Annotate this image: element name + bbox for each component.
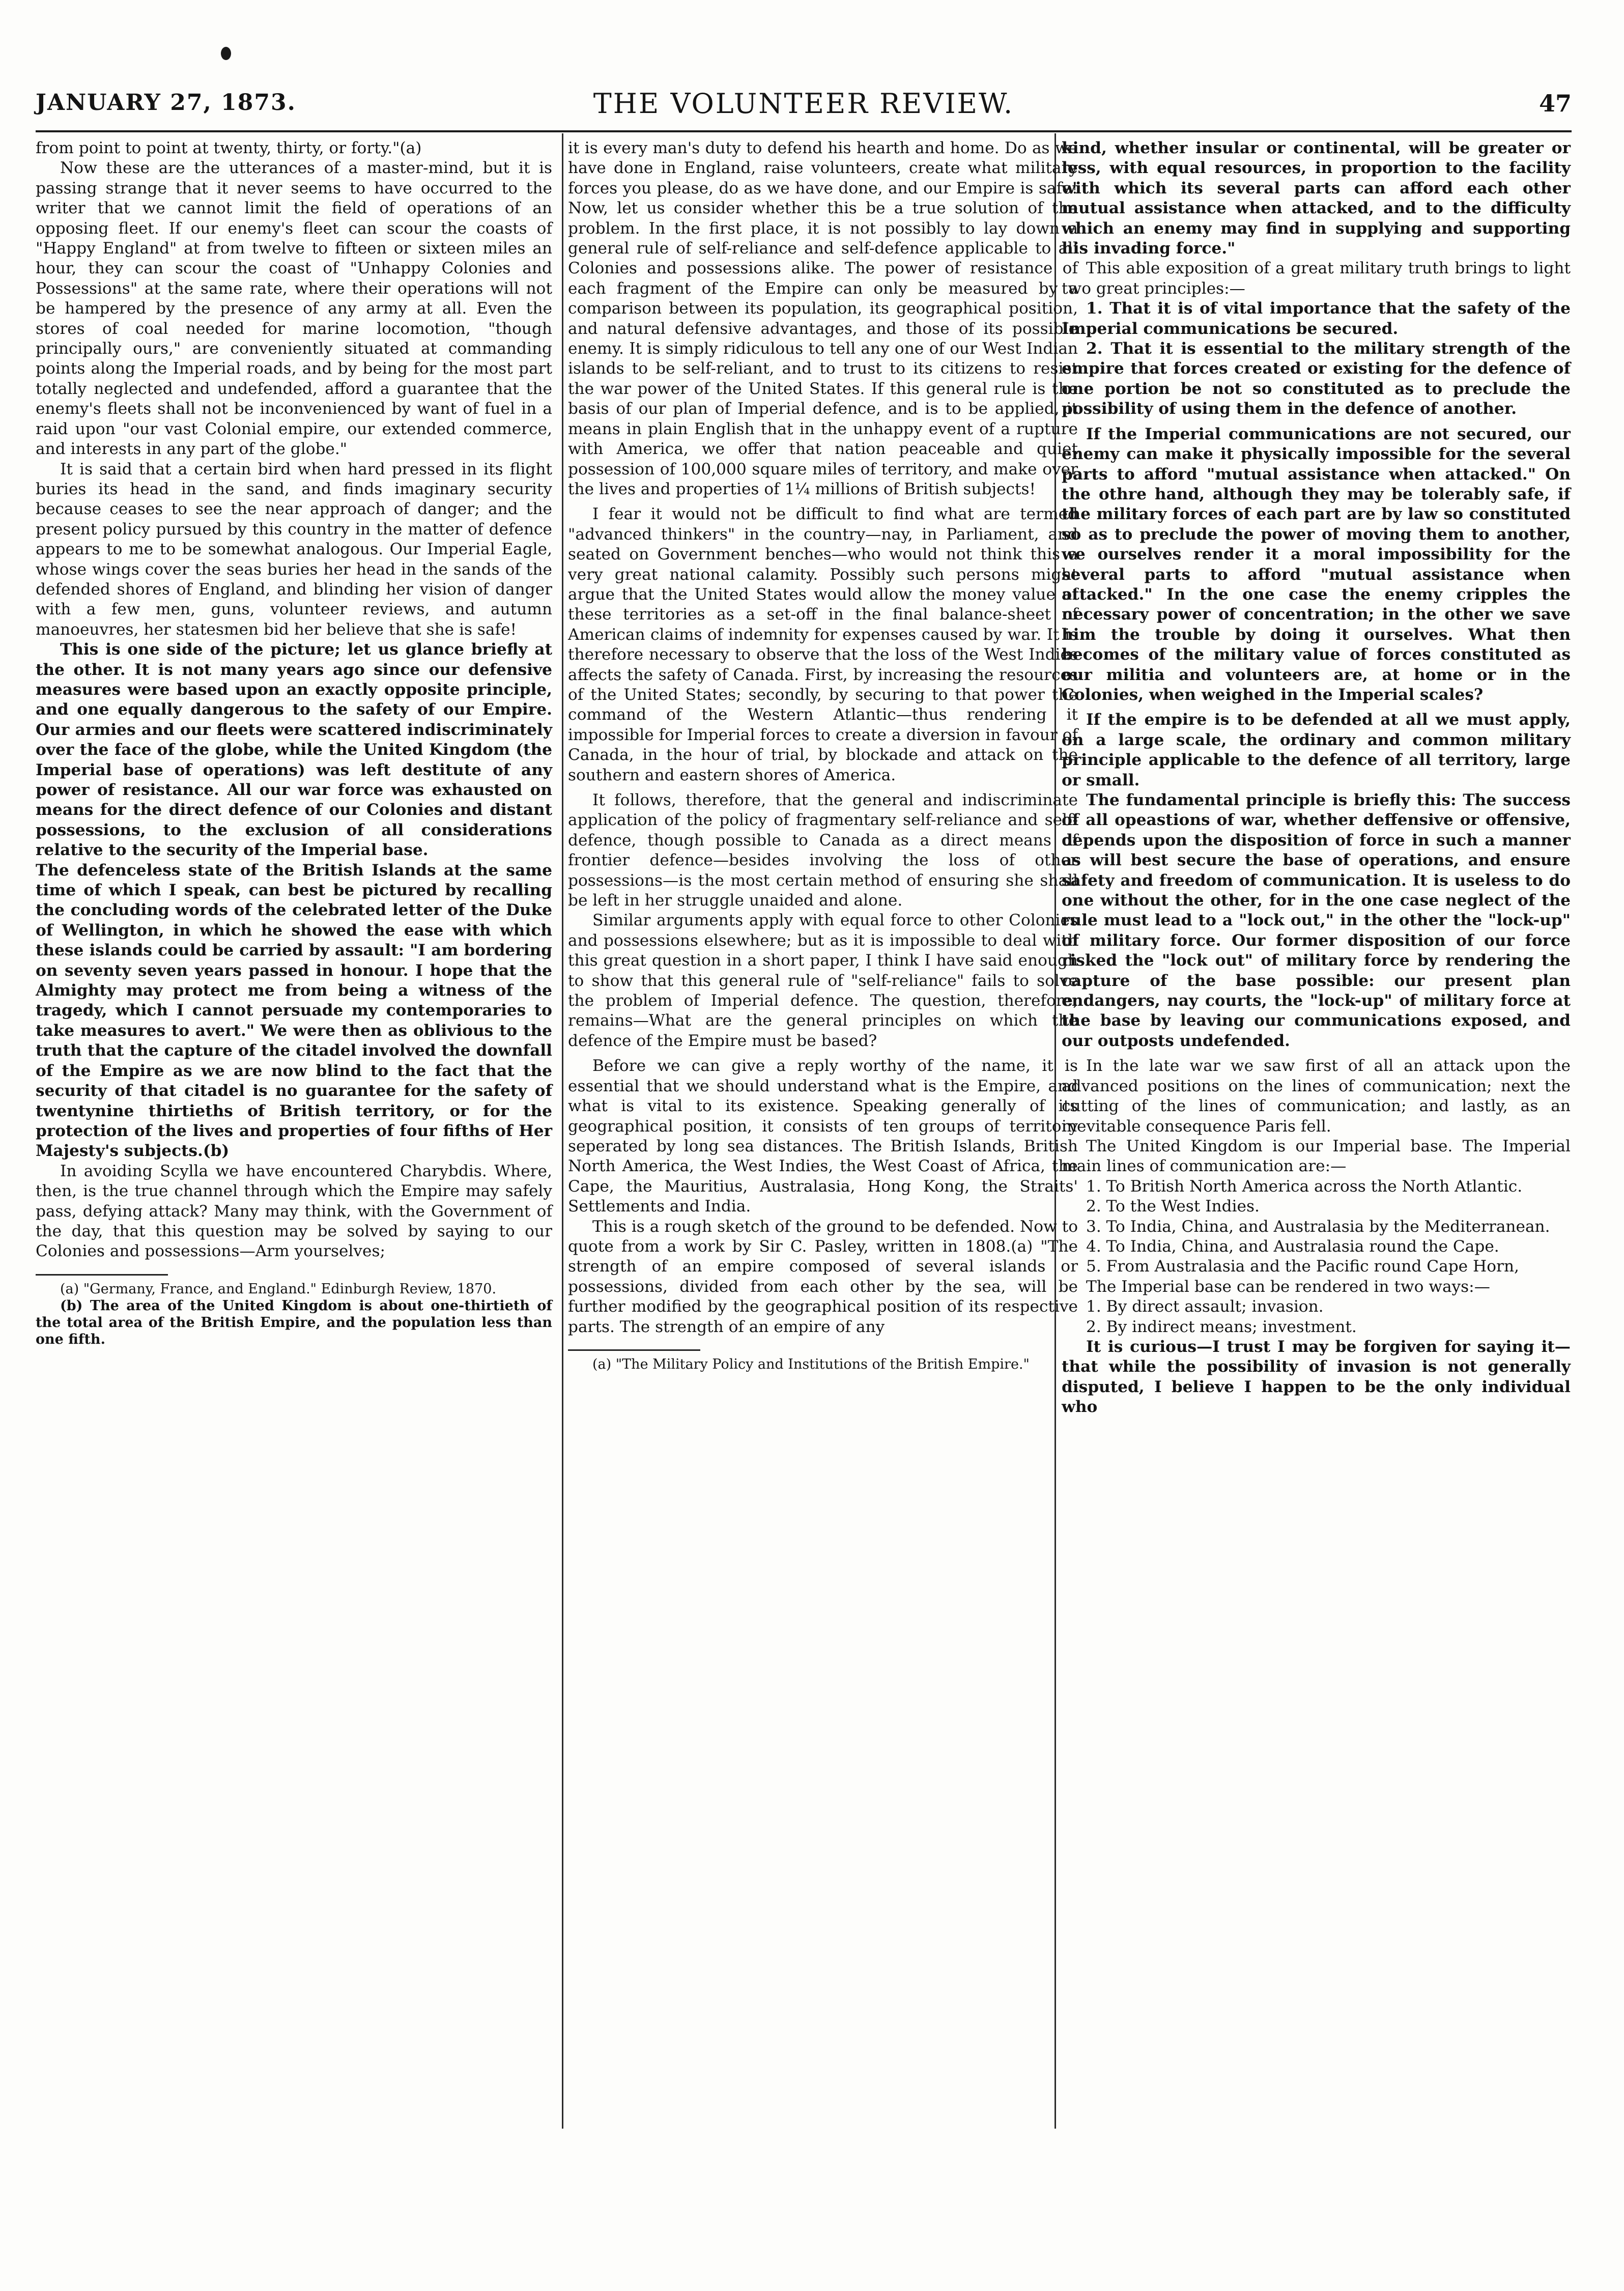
masthead — [36, 90, 1572, 123]
footnote-rule — [36, 1274, 168, 1276]
paragraph: In the late war we saw first of all an attack upon the advanced positions on the lines of communication; next the cutting of the lines of communication; and lastly, as an inevitable consequence Paris fell. — [1062, 1057, 1571, 1136]
column-divider — [562, 133, 563, 2129]
list-item: 4. To India, China, and Australasia round the Cape. — [1086, 1237, 1499, 1256]
column-1 — [36, 138, 552, 2113]
paragraph: it is every man's duty to defend his hearth and home. Do as we have done in England, raise volunteers, create what military forces you please, do as we have done, and our Empire is safe! Now, let us consider whether this be a true solution of the problem. In the first place, it is not possibly to lay down a general rule of self-reliance and self-defence applicable to all Colonies and possessions alike. The power of resistance of each fragment of the Empire can only be measured by a comparison between its population, its geographical position, and natural defensive advantages, and those of its possible enemy. It is simply ridiculous to tell any one of our West Indian islands to be self-reliant, and to trust to its citizens to resist the war power of the United States. If this general rule is the basis of our plan of Imperial defence, and is to be applied, it means in plain English that in the unhappy event of a rupture with America, we offer that nation peaceable and quiet possession of 100,000 square miles of territory, and make over the lives and properties of 1¼ millions of British subjects! — [568, 139, 1078, 498]
paragraph: The defenceless state of the British Islands at the same time of which I speak, can best be pictured by recalling the concluding words of the celebrated letter of the Duke of Wellington, in which he showed the ease with which these islands could be carried by assault: "I am bordering on seventy seven years passed in honour. I hope that the Almighty may protect me from being a witness of the tragedy, which I cannot persuade my contemporaries to take measures to avert." We were then as oblivious to the truth that the capture of the citadel involved the downfall of the Empire as we are now blind to the fact that the security of that citadel is no guarantee for the safety of twentynine thirtieths of British territory, or for the protection of the lives and properties of four fifths of Her Majesty's subjects.(b) — [36, 861, 552, 1161]
list-item: 1. That it is of vital importance that the safety of the Imperial communications be secured. — [1062, 299, 1571, 338]
footnote: (b) The area of the United Kingdom is about one-thirtieth of the total area of the British Empire, and the population less than one fifth. — [36, 1297, 552, 1347]
list-item: 2. To the West Indies. — [1086, 1197, 1260, 1216]
column-3 — [1062, 138, 1571, 2113]
column-2 — [568, 138, 1078, 2113]
paragraph: It is said that a certain bird when hard pressed in its flight buries its head in the sand, and finds imaginary security because ceases to see the near approach of danger; and the present policy pursued by this country in the matter of defence appears to me to be somewhat analogous. Our Imperial Eagle, whose wings cover the seas buries her head in the sands of the defended shores of England, and blinding her vision of danger with a few men, guns, volunteer reviews, and autumn manoeuvres, her statesmen bid her believe that she is safe! — [36, 460, 552, 639]
paragraph: The fundamental principle is briefly this: The success of all opeastions of war, whether deffensive or offensive, depends upon the disposition of force in such a manner as will best secure the base of operations, and ensure safety and freedom of communication. It is useless to do one without the other, for in the one case neglect of the rule must lead to a "lock out," in the other the "lock-up" of military force. Our former disposition of our force risked the "lock out" of military force by rendering the capture of the base possible: our present plan endangers, nay courts, the "lock-up" of military force at the base by leaving our communications exposed, and our outposts undefended. — [1062, 791, 1571, 1050]
footnote: (a) "Germany, France, and England." Edinburgh Review, 1870. — [60, 1281, 497, 1297]
footnote: (a) "The Military Policy and Institutions of the British Empire." — [592, 1356, 1030, 1372]
masthead-rule — [36, 130, 1572, 132]
paragraph: This is one side of the picture; let us glance briefly at the other. It is not many years ago since our defensive measures were based upon an exactly opposite principle, and one equally dangerous to the safety of our Empire. Our armies and our fleets were scattered indiscriminately over the face of the globe, while the United Kingdom (the Imperial base of operations) was left destitute of any power of resistance. All our war force was exhausted on means for the direct defence of our Colonies and distant possessions, to the exclusion of all considerations relative to the security of the Imperial base. — [36, 640, 552, 860]
paragraph: In avoiding Scylla we have encountered Charybdis. Where, then, is the true channel through which the Empire may safely pass, defying attack? Many may think, with the Government of the day, that this question may be solved by saying to our Colonies and possessions—Arm yourselves; — [36, 1162, 552, 1261]
paragraph: The United Kingdom is our Imperial base. The Imperial main lines of communication are:— — [1062, 1137, 1571, 1176]
list-item: 3. To India, China, and Australasia by the Mediterranean. — [1086, 1217, 1550, 1236]
list-item: 1. To British North America across the North Atlantic. — [1086, 1177, 1523, 1196]
paragraph: Now these are the utterances of a master-mind, but it is passing strange that it never seems to have occurred to the writer that we cannot limit the field of operations of an opposing fleet. If our enemy's fleet can scour the coasts of "Happy England" at from twelve to fifteen or sixteen miles an hour, they can scour the coast of "Unhappy Colonies and Possessions" at the same rate, where their operations will not be hampered by the presence of any army at all. Even the stores of coal needed for marine locomotion, "though principally ours," are conveniently situated at commanding points along the Imperial roads, and by being for the most part totally neglected and undefended, afford a guarantee that the enemy's fleets shall not be inconvenienced by want of fuel in a raid upon "our vast Colonial empire, our extended commerce, and interests in any part of the globe." — [36, 159, 552, 459]
publication-title: THE VOLUNTEER REVIEW. — [593, 88, 1014, 120]
page-number: 47 — [1538, 90, 1572, 117]
paragraph: from point to point at twenty, thirty, or forty."(a) — [36, 139, 422, 157]
paragraph: If the empire is to be defended at all we must apply, on a large scale, the ordinary and common military principle applicable to the defence of all territory, large or small. — [1062, 711, 1571, 789]
issue-date: JANUARY 27, 1873. — [36, 90, 296, 116]
paragraph: Similar arguments apply with equal force to other Colonies and possessions elsewhere; but as it is impossible to deal with this great question in a short paper, I think I have said enough to show that this general rule of "self-reliance" fails to solve the problem of Imperial defence. The question, therefore, remains—What are the general principles on which the defence of the Empire must be based? — [568, 911, 1078, 1050]
list-item: 2. That it is essential to the military strength of the empire that forces created or existing for the defence of one portion be not so constituted as to preclude the possibility of using them in the defence of another. — [1062, 340, 1571, 418]
list-item: 2. By indirect means; investment. — [1086, 1317, 1357, 1336]
paragraph: kind, whether insular or continental, will be greater or less, with equal resources, in proportion to the facility with which its several parts can afford each other mutual assistance when attacked, and to the difficulty which an enemy may find in supplying and supporting his invading force." — [1062, 139, 1571, 258]
list-item: 1. By direct assault; invasion. — [1086, 1297, 1324, 1316]
ink-blot — [221, 47, 231, 60]
list-item: 5. From Australasia and the Pacific round Cape Horn, — [1086, 1257, 1519, 1276]
paragraph: It is curious—I trust I may be forgiven for saying it—that while the possibility of invasion is not generally disputed, I believe I happen to be the only individual who — [1062, 1337, 1571, 1417]
paragraph: The Imperial base can be rendered in two ways:— — [1086, 1277, 1490, 1296]
paragraph: I fear it would not be difficult to find what are termed "advanced thinkers" in the country—nay, in Parliament, and seated on Government benches—who would not think this a very great national calamity. Possibly such persons might argue that the United States would allow the money value of these territories as a set-off in the final balance-sheet of American claims of indemnity for expenses caused by war. It is therefore necessary to observe that the loss of the West Indies affects the safety of Canada. First, by increasing the resources of the United States; secondly, by securing to that power the command of the Western Atlantic—thus rendering it impossible for Imperial forces to create a diversion in favour of Canada, in the hour of trial, by blockade and attack on the southern and eastern shores of America. — [568, 505, 1078, 784]
paragraph: This able exposition of a great military truth brings to light two great principles:— — [1062, 259, 1571, 298]
paragraph: This is a rough sketch of the ground to be defended. Now to quote from a work by Sir C. Pasley, written in 1808.(a) "The strength of an empire composed of several islands or possessions, divided from each other by the sea, will be further modified by the geographical position of its respective parts. The strength of an empire of any — [568, 1217, 1078, 1336]
paragraph: It follows, therefore, that the general and indiscriminate application of the policy of fragmentary self-reliance and self-defence, though possible to Canada as a direct means of frontier defence—besides involving the loss of other possessions—is the most certain method of ensuring she shall be left in her struggle unaided and alone. — [568, 791, 1078, 910]
footnote-rule — [568, 1349, 700, 1351]
paragraph: If the Imperial communications are not secured, our enemy can make it physically impossible for the several parts to afford "mutual assistance when attacked." On the othre hand, although they may be tolerably safe, if the military forces of each part are by law so constituted so as to preclude the power of moving them to another, we ourselves render it a moral impossibility for the several parts to afford "mutual assistance when attacked." In the one case the enemy cripples the necessary power of concentration; in the other we save him the trouble by doing it ourselves. What then becomes of the military value of forces constituted as our militia and volunteers are, at home or in the Colonies, when weighed in the Imperial scales? — [1062, 425, 1571, 704]
paragraph: Before we can give a reply worthy of the name, it is essential that we should understand what is the Empire, and what is vital to its existence. Speaking generally of its geographical position, it consists of ten groups of territory seperated by long sea distances. The British Islands, British North America, the West Indies, the West Coast of Africa, the Cape, the Mauritius, Australasia, Hong Kong, the Straits' Settlements and India. — [568, 1057, 1078, 1216]
